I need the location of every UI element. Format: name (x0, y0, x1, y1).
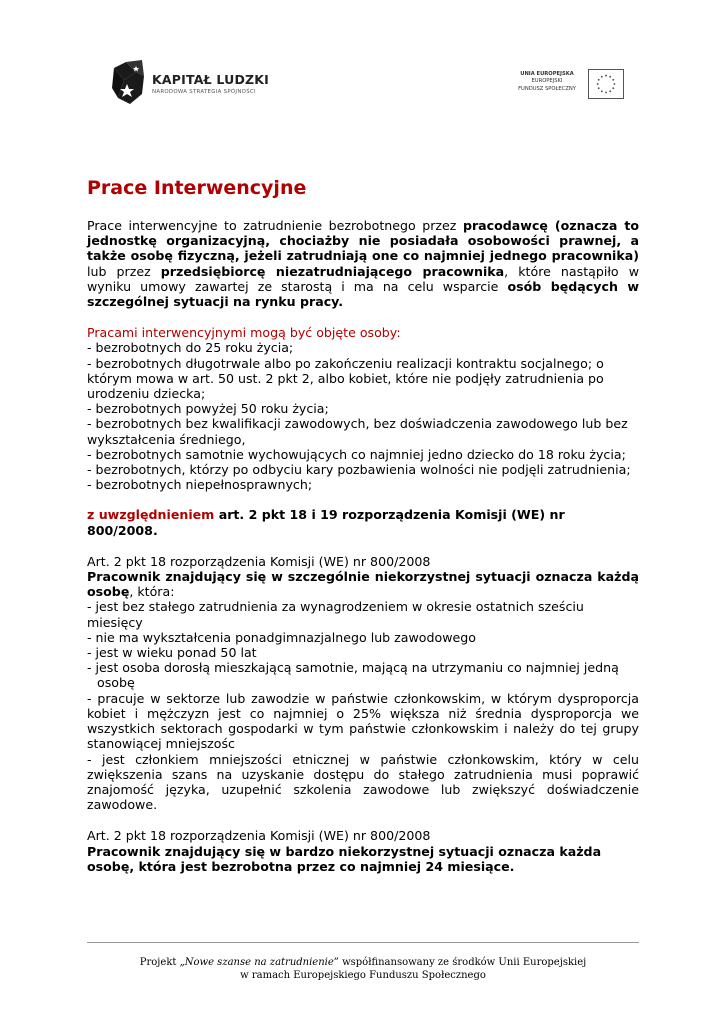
footer-post: współfinansowany ze środków Unii Europejskiej (338, 957, 587, 968)
section1-definition-rest: , która: (129, 584, 175, 600)
section1-item: - pracuje w sektorze lub zawodzie w państwie członkowskim, w którym dysproporcja kobiet i mężczyzn jest co najmniej o 25% większa niż średnia dysproporcja we wszystkich sektorach gospodarki w tym państwie członkowskim i należy do tej grupy stanowiącej mniejszośc (87, 690, 639, 752)
eligible-heading: Pracami interwencyjnymi mogą być objęte osoby: (87, 325, 401, 341)
intro-text-3: , które nastąpiło w wyniku umowy zawartej ze starostą i ma na celu wsparcie (87, 263, 640, 294)
eu-logo (512, 69, 624, 101)
eligible-item: - bezrobotnych, którzy po odbyciu kary pozbawienia wolności nie podjęli zatrudnienia; (87, 462, 631, 478)
footer-line-2: w ramach Europejskiego Funduszu Społecznego (240, 970, 486, 981)
section2-definition-bold: Pracownik znajdujący się w bardzo niekorzystnej sytuacji oznacza każda osobę, która jest bezrobotna przez co najmniej 24 miesiące. (87, 843, 602, 874)
section1-item: osobę (97, 675, 135, 691)
regulation-note (87, 507, 639, 537)
footer-line-1 (87, 956, 639, 969)
section2-reference: Art. 2 pkt 18 rozporządzenia Komisji (WE) nr 800/2008 (87, 828, 431, 844)
section1-reference: Art. 2 pkt 18 rozporządzenia Komisji (WE) nr 800/2008 (87, 553, 431, 569)
eu-flag-icon (588, 69, 624, 99)
eligible-item: - bezrobotnych długotrwale albo po zakończeniu realizacji kontraktu socjalnego; o którym mowa w art. 50 ust. 2 pkt 2, albo kobiet, które nie podjęły zatrudnienia po urodzeniu dziecka; (87, 355, 604, 402)
section2-definition (87, 844, 639, 874)
footer-pre: Projekt (139, 957, 180, 968)
kapital-ludzki-logo (112, 58, 272, 106)
eu-logo-text (512, 71, 582, 93)
eu-logo-line1: UNIA EUROPEJSKA (520, 71, 574, 77)
kapital-ludzki-emblem-icon (112, 58, 146, 106)
section1-item: - nie ma wykształcenia ponadgimnazjalnego lub zawodowego (87, 629, 476, 645)
section1-definition-bold: Pracownik znajdujący się w szczególnie niekorzystnej sytuacji oznacza każdą osobę (87, 569, 639, 600)
section1-item: - jest członkiem mniejszości etnicznej w państwie członkowskim, który w celu zwiększenia szans na uzyskanie dostępu do stałego zatrudnienia musi poprawić znajomość języka, uzupełnić szkolenia zawodowe lub zwiększyć doświadczenie zawodowe. (87, 751, 639, 813)
section1-item: - jest osoba dorosłą mieszkającą samotnie, mającą na utrzymaniu co najmniej jedną (87, 660, 619, 676)
footer-project-name: „Nowe szanse na zatrudnienie” (179, 957, 339, 968)
section1-item: - jest bez stałego zatrudnienia za wynagrodzeniem w okresie ostatnich sześciu miesięcy (87, 599, 584, 630)
document-body (87, 218, 639, 874)
section1-definition (87, 569, 639, 599)
kapital-ludzki-subtitle: NARODOWA STRATEGIA SPÓJNOŚCI (152, 89, 256, 95)
intro-text-1: Prace interwencyjne to zatrudnienie bezrobotnego przez (87, 218, 463, 233)
eu-logo-line2: EUROPEJSKI (531, 78, 563, 85)
kapital-ludzki-title: KAPITAŁ LUDZKI (152, 72, 270, 87)
intro-employer-definition: pracodawcę (oznacza to jednostkę organizacyjną, chociażby nie posiadała osobowości prawnej, a także osobę fizyczną, jeżeli zatrudniają one co najmniej jednego pracownika) (87, 218, 639, 264)
eu-logo-line3: FUNDUSZ SPOŁECZNY (518, 85, 576, 92)
section1-item: - jest w wieku ponad 50 lat (87, 645, 257, 661)
page-title: Prace Interwencyjne (87, 177, 307, 199)
eligible-item: - bezrobotnych powyżej 50 roku życia; (87, 401, 329, 417)
regulation-reference: art. 2 pkt 18 i 19 rozporządzenia Komisji (WE) nr 800/2008. (87, 507, 565, 538)
regulation-lead: z uwzględnieniem (87, 507, 215, 523)
page-footer (87, 956, 639, 982)
footer-divider (87, 942, 639, 943)
intro-paragraph (87, 218, 639, 309)
eligible-item: - bezrobotnych do 25 roku życia; (87, 340, 294, 356)
intro-text-2: lub przez (87, 263, 161, 279)
eligible-item: - bezrobotnych niepełnosprawnych; (87, 477, 313, 493)
eligible-item: - bezrobotnych bez kwalifikacji zawodowych, bez doświadczenia zawodowego lub bez wykształcenia średniego, (87, 416, 628, 447)
intro-entrepreneur: przedsiębiorcę niezatrudniającego pracownika (160, 263, 505, 279)
intro-target-group: osób będących w szczególnej sytuacji na rynku pracy. (87, 278, 639, 310)
eligible-item: - bezrobotnych samotnie wychowujących co najmniej jedno dziecko do 18 roku życia; (87, 446, 626, 462)
